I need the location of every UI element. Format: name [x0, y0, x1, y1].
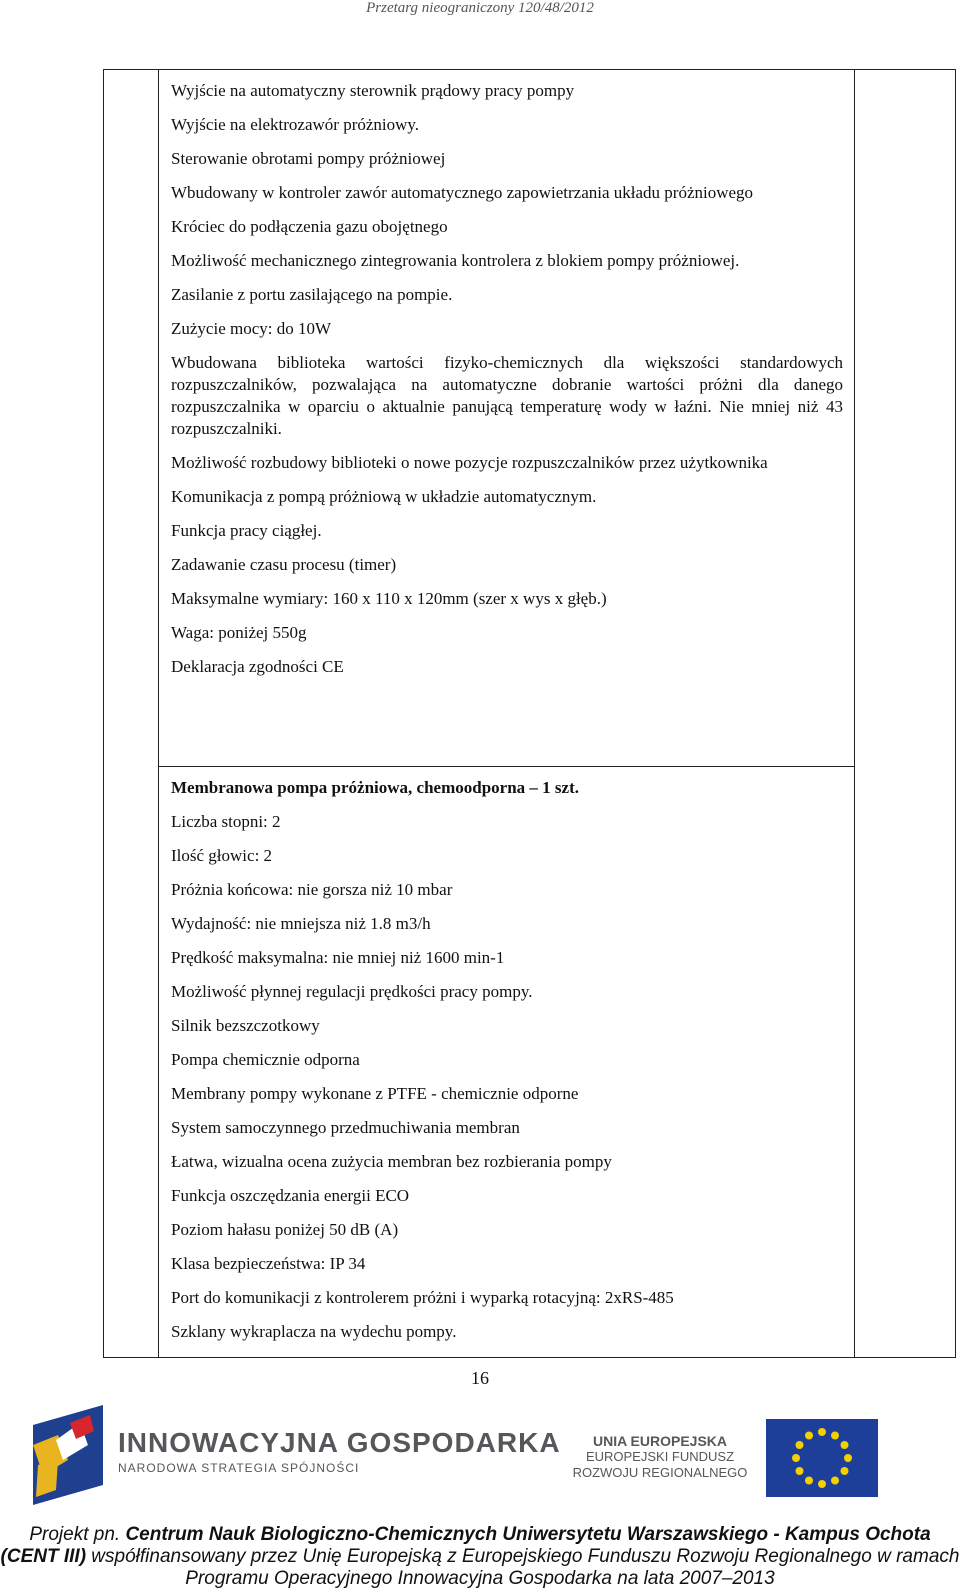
spec-item: Liczba stopni: 2: [171, 812, 281, 831]
innowacyjna-gospodarka-logo-icon: [28, 1405, 108, 1505]
spec-item: Wbudowany w kontroler zawór automatycznego zapowietrzania układu próżniowego: [171, 183, 754, 202]
table-column-divider: [158, 70, 159, 1357]
spec-item: Wbudowana biblioteka wartości fizyko-chemicznych dla większości standardowych rozpuszczalników, pozwalająca na automatyczne dobranie wartości próżni dla danego rozpuszczalnika w oparciu o aktualnie panującą temperaturę wody w łaźni. Nie mniej niż 43 rozpuszczalniki.: [171, 353, 843, 438]
eu-flag-icon: [766, 1419, 878, 1497]
spec-item: System samoczynnego przedmuchiwania membran: [171, 1118, 520, 1137]
table-column-divider: [854, 70, 855, 1357]
brand-block: [118, 1427, 561, 1487]
spec-item: Łatwa, wizualna ocena zużycia membran bez rozbierania pompy: [171, 1152, 612, 1171]
spec-item: Silnik bezszczotkowy: [171, 1016, 320, 1035]
page-number: 16: [471, 1368, 489, 1388]
footer-prefix: Projekt pn.: [29, 1524, 126, 1545]
spec-item: Funkcja pracy ciągłej.: [171, 521, 322, 540]
spec-item: Króciec do podłączenia gazu obojętnego: [171, 217, 448, 236]
spec-item: Klasa bezpieczeństwa: IP 34: [171, 1254, 366, 1273]
page-footer: [0, 1524, 960, 1590]
eu-fund-text: [560, 1433, 760, 1481]
spec-item: Funkcja oszczędzania energii ECO: [171, 1186, 410, 1205]
spec-item: Próżnia końcowa: nie gorsza niż 10 mbar: [171, 880, 453, 899]
spec-item: Wyjście na automatyczny sterownik prądowy pracy pompy: [171, 81, 575, 100]
footer-suffix: w ramach Programu Operacyjnego Innowacyjna Gospodarka na lata 2007–2013: [185, 1546, 960, 1589]
eu-line-2: EUROPEJSKI FUNDUSZ: [585, 1449, 735, 1464]
spec-item: Membrany pompy wykonane z PTFE - chemicznie odporne: [171, 1084, 579, 1103]
spec-item: Zasilanie z portu zasilającego na pompie.: [171, 285, 453, 304]
spec-item: Maksymalne wymiary: 160 x 110 x 120mm (szer x wys x głęb.): [171, 589, 607, 608]
funding-logos: [0, 1405, 960, 1510]
eu-line-1: UNIA EUROPEJSKA: [592, 1433, 728, 1449]
brand-subtitle: NARODOWA STRATEGIA SPÓJNOŚCI: [118, 1461, 360, 1475]
brand-title: INNOWACYJNA GOSPODARKA: [118, 1427, 561, 1458]
spec-item: Możliwość płynnej regulacji prędkości pracy pompy.: [171, 982, 533, 1001]
spec-item: Prędkość maksymalna: nie mniej niż 1600 min-1: [171, 948, 505, 967]
spec-item: Poziom hałasu poniżej 50 dB (A): [171, 1220, 399, 1239]
section-title: Membranowa pompa próżniowa, chemoodporna – 1 szt.: [171, 778, 579, 797]
spec-item: Zadawanie czasu procesu (timer): [171, 555, 397, 574]
section-controller-specs: [171, 80, 843, 690]
spec-item: Sterowanie obrotami pompy próżniowej: [171, 149, 446, 168]
spec-item: Możliwość mechanicznego zintegrowania kontrolera z blokiem pompy próżniowej.: [171, 251, 740, 270]
spec-item: Port do komunikacji z kontrolerem próżni i wyparką rotacyjną: 2xRS-485: [171, 1288, 674, 1307]
table-row-divider: [158, 766, 855, 767]
footer-project-name: Centrum Nauk Biologiczno-Chemicznych Uniwersytetu Warszawskiego - Kampus Ochota (CENT III): [0, 1524, 931, 1567]
spec-item: Ilość głowic: 2: [171, 846, 273, 865]
page-header: Przetarg nieograniczony 120/48/2012: [366, 0, 594, 16]
eu-line-3: ROZWOJU REGIONALNEGO: [572, 1465, 748, 1480]
spec-item: Wyjście na elektrozawór próżniowy.: [171, 115, 420, 134]
spec-item: Zużycie mocy: do 10W: [171, 319, 332, 338]
spec-item: Deklaracja zgodności CE: [171, 657, 344, 676]
spec-item: Waga: poniżej 550g: [171, 623, 307, 642]
footer-middle: współfinansowany przez Unię Europejską z Europejskiego Funduszu Rozwoju Regionalnego: [86, 1546, 872, 1567]
spec-item: Wydajność: nie mniejsza niż 1.8 m3/h: [171, 914, 431, 933]
spec-item: Pompa chemicznie odporna: [171, 1050, 360, 1069]
spec-item: Szklany wykraplacza na wydechu pompy.: [171, 1322, 457, 1341]
spec-item: Możliwość rozbudowy biblioteki o nowe pozycje rozpuszczalników przez użytkownika: [171, 453, 768, 472]
section-vacuum-pump-specs: [171, 777, 843, 1355]
spec-item: Komunikacja z pompą próżniową w układzie automatycznym.: [171, 487, 597, 506]
